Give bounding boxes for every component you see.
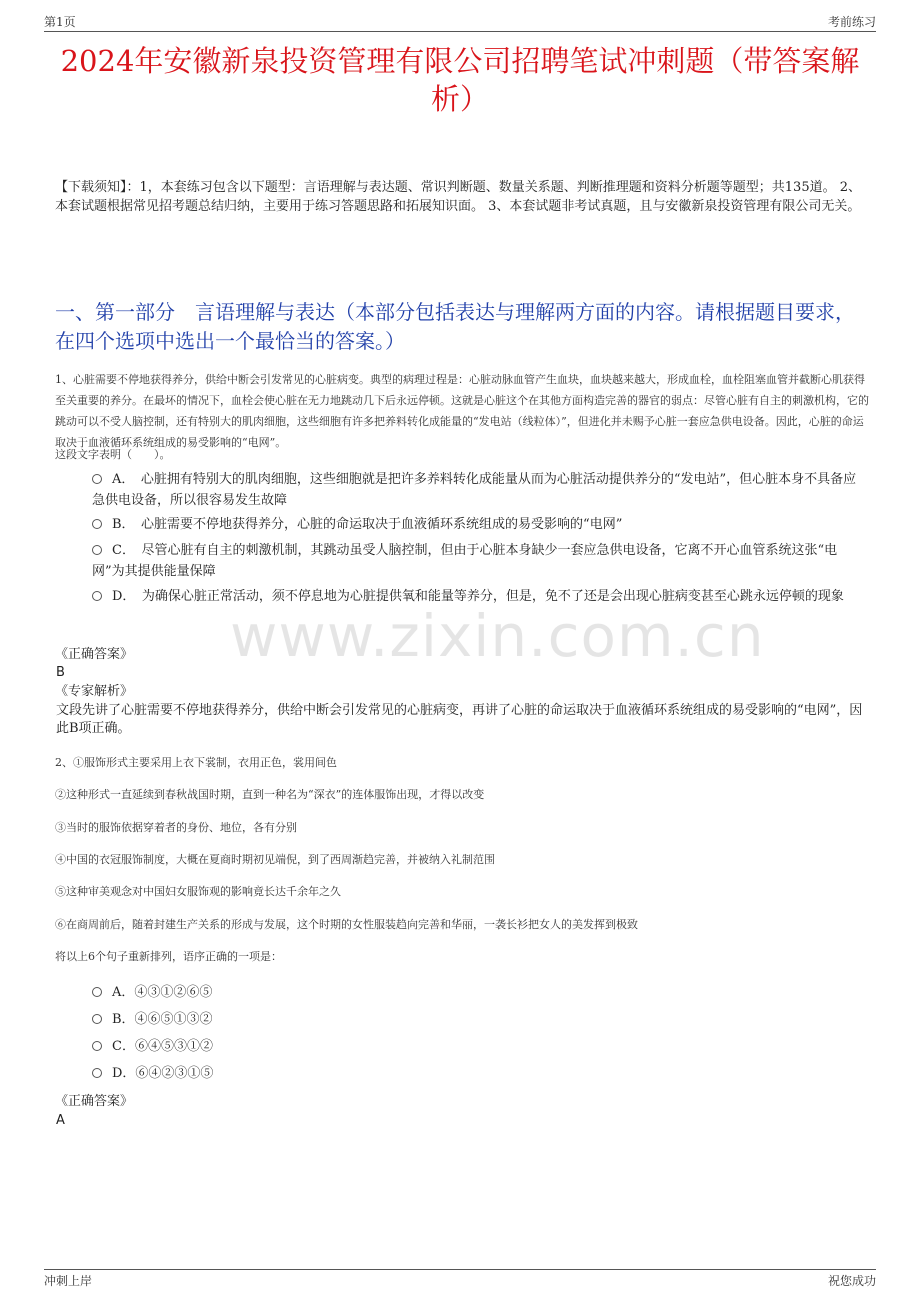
header-right-label: 考前练习: [827, 15, 876, 29]
question-2-sentence-5: ⑤这种审美观念对中国妇女服饰观的影响竟长达千余年之久: [55, 885, 341, 898]
section-heading: 一、第一部分 言语理解与表达（本部分包括表达与理解两方面的内容。请根据题目要求，在四个选项中选出一个最恰当的答案。）: [55, 300, 855, 353]
radio-icon[interactable]: [92, 519, 102, 529]
question-1-analysis-label: 《专家解析》: [55, 684, 134, 699]
watermark: www.zixin.com.cn: [230, 602, 765, 670]
question-1-option-d[interactable]: D． 为确保心脏正常活动，须不停息地为心脏提供氧和能量等养分，但是，免不了还是会出现心脏病变甚至心跳永远停顿的现象: [92, 586, 862, 607]
download-notice: 【下载须知】：1，本套练习包含以下题型：言语理解与表达题、常识判断题、数量关系题、判断推理题和资料分析题等题型；共135道。 2、本套试题根据常见招考题总结归纳，主要用于练习答题思路和拓展知识面。 3、本套试题非考试真题，且与安徽新泉投资管理有限公司无关。: [55, 180, 861, 214]
radio-icon[interactable]: [92, 987, 102, 997]
footer-right-label: 祝您成功: [827, 1274, 876, 1288]
question-2-answer-label: 《正确答案》: [55, 1094, 134, 1109]
radio-icon[interactable]: [92, 1041, 102, 1051]
question-2-option-b[interactable]: B．④⑥⑤①③②: [92, 1009, 862, 1030]
header-divider: [44, 31, 876, 32]
question-1-analysis: 文段先讲了心脏需要不停地获得养分，供给中断会引发常见的心脏病变，再讲了心脏的命运取决于血液循环系统组成的易受影响的“电网”，因此B项正确。: [56, 703, 863, 736]
radio-icon[interactable]: [92, 591, 102, 601]
question-2-option-c[interactable]: C．⑥④⑤③①②: [92, 1036, 862, 1057]
footer-divider: [44, 1269, 876, 1270]
question-2-sentence-1: 2、①服饰形式主要采用上衣下裳制，衣用正色，裳用间色: [55, 756, 337, 769]
radio-icon[interactable]: [92, 1014, 102, 1024]
question-2-option-a[interactable]: A．④③①②⑥⑤: [92, 982, 862, 1003]
question-1-prompt: 这段文字表明（ ）。: [55, 448, 171, 461]
question-2-option-d[interactable]: D．⑥④②③①⑤: [92, 1063, 862, 1084]
question-1-answer-label: 《正确答案》: [55, 647, 134, 662]
question-2-sentence-6: ⑥在商周前后，随着封建生产关系的形成与发展，这个时期的女性服装趋向完善和华丽，一袭长衫把女人的美发挥到极致: [55, 918, 638, 931]
document-title: 2024年安徽新泉投资管理有限公司招聘笔试冲刺题（带答案解析）: [60, 44, 860, 116]
footer-left-label: 冲刺上岸: [44, 1274, 93, 1288]
question-2-prompt: 将以上6个句子重新排列，语序正确的一项是：: [55, 950, 282, 963]
question-1-stem: 1、心脏需要不停地获得养分，供给中断会引发常见的心脏病变。典型的病理过程是：心脏动脉血管产生血块，血块越来越大，形成血栓，血栓阻塞血管并截断心肌获得至关重要的养分。在最坏的情况下，血栓会使心脏在无力地跳动几下后永远停顿。这就是心脏这个在其他方面构造完善的器官的弱点：尽管心脏有自主的刺激机构，它的跳动可以不受人脑控制，还有特别大的肌肉细胞，这些细胞有许多把养料转化成能量的“发电站（线粒体）”，但进化并未赐予心脏一套应急供电设备。因此，心脏的命运取决于血液循环系统组成的易受影响的“电网”。: [55, 373, 869, 449]
question-1-option-a[interactable]: A． 心脏拥有特别大的肌肉细胞，这些细胞就是把许多养料转化成能量从而为心脏活动提供养分的“发电站”，但心脏本身不具备应急供电设备，所以很容易发生故障: [92, 472, 857, 508]
radio-icon[interactable]: [92, 545, 102, 555]
question-2-sentence-4: ④中国的衣冠服饰制度，大概在夏商时期初见端倪，到了西周渐趋完善，并被纳入礼制范围: [55, 853, 495, 866]
question-2-sentence-2: ②这种形式一直延续到春秋战国时期，直到一种名为“深衣”的连体服饰出现，才得以改变: [55, 788, 485, 801]
question-1-option-c[interactable]: C． 尽管心脏有自主的刺激机制，其跳动虽受人脑控制，但由于心脏本身缺少一套应急供电设备，它离不开心血管系统这张“电网”为其提供能量保障: [92, 543, 838, 579]
radio-icon[interactable]: [92, 1068, 102, 1078]
question-1-answer: B: [56, 665, 65, 680]
question-2-answer: A: [56, 1113, 65, 1128]
page-number: 第1页: [44, 15, 76, 29]
radio-icon[interactable]: [92, 474, 102, 484]
question-2-sentence-3: ③当时的服饰依据穿着者的身份、地位，各有分别: [55, 821, 297, 834]
question-1-option-b[interactable]: B． 心脏需要不停地获得养分，心脏的命运取决于血液循环系统组成的易受影响的“电网”: [92, 514, 862, 535]
